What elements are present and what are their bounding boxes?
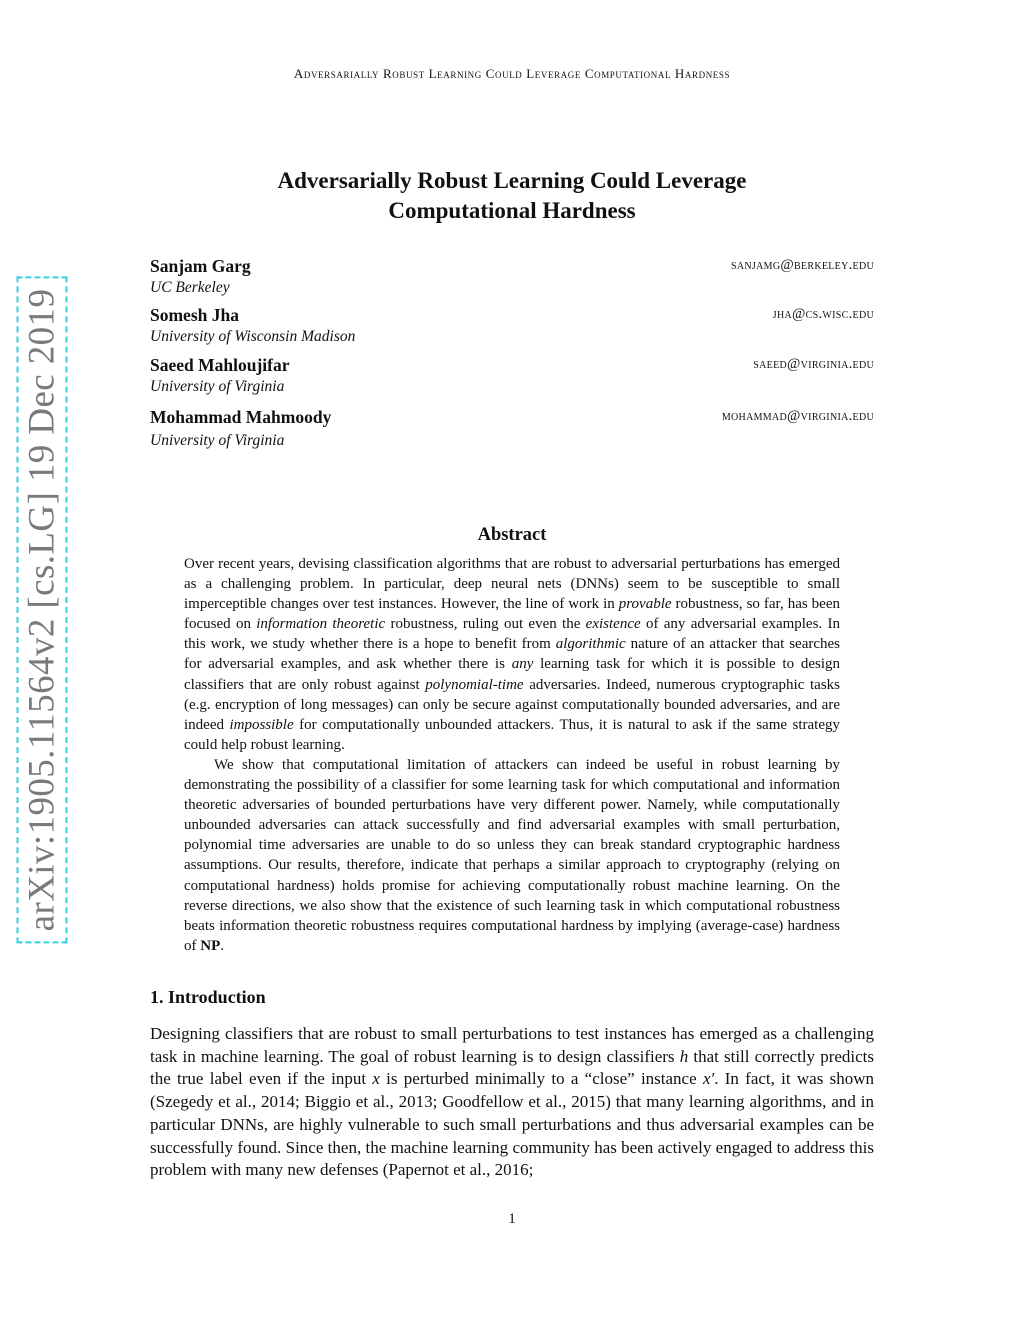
author-1 [150, 255, 874, 298]
abstract-paragraph-2: We show that computational limitation of attackers can indeed be useful in robust learning by demonstrating the possibility of a classifier for some learning task for which computational and information theoretic adversaries of bounded perturbations have very different power. Namely, while computationally unbounded adversaries can attack successfully and find adversarial examples with small perturbation, polynomial time adversaries are unable to do so unless they can break standard cryptographic hardness assumptions. Our results, therefore, indicate that perhaps a similar approach to cryptography (relying on computational hardness) holds promise for achieving computationally robust machine learning. On the reverse directions, we also show that the existence of such learning task in which computational robustness beats information theoretic robustness requires computational hardness by implying (average-case) hardness of NP. [184, 757, 840, 954]
author-4 [150, 406, 874, 451]
author-name: Sanjam Garg [150, 256, 251, 276]
author-name: Mohammad Mahmoody [150, 407, 332, 427]
abstract-paragraph-1: Over recent years, devising classification algorithms that are robust to adversarial perturbations has emerged as a challenging problem. In particular, deep neural nets (DNNs) seem to be susceptible to small imperceptible changes over test instances. However, the line of work in provable robustness, so far, has been focused on information theoretic robustness, ruling out even the existence of any adversarial examples. In this work, we study whether there is a hope to benefit from algorithmic nature of an attacker that searches for adversarial examples, and ask whether there is any learning task for which it is possible to design classifiers that are only robust against polynomial-time adversaries. Indeed, numerous cryptographic tasks (e.g. encryption of long messages) can only be secure against computationally bounded adversaries, and are indeed impossible for computationally unbounded attackers. Thus, it is natural to ask if the same strategy could help robust learning. [184, 556, 841, 753]
author-name: Saeed Mahloujifar [150, 355, 290, 375]
author-3 [150, 354, 874, 397]
title-line-2: Computational Hardness [388, 198, 636, 223]
introduction-paragraph: Designing classifiers that are robust to small perturbations to test instances has emerged as a challenging task in machine learning. The goal of robust learning is to design classifiers h that still correctly predicts the true label even if the input x is perturbed minimally to a “close” instance x′. In fact, it was shown (Szegedy et al., 2014; Biggio et al., 2013; Goodfellow et al., 2015) that many learning algorithms, and in particular DNNs, are highly vulnerable to such small perturbations and thus adversarial examples can be successfully found. Since then, the machine learning community has been actively engaged to address this problem with many new defenses (Papernot et al., 2016; [150, 1024, 875, 1180]
section-heading-introduction: 1. Introduction [150, 987, 266, 1007]
page-number: 1 [508, 1211, 516, 1227]
author-name: Somesh Jha [150, 305, 239, 325]
author-affiliation: UC Berkeley [150, 279, 230, 296]
paper-title [150, 166, 874, 226]
author-email[interactable]: sanjamg@berkeley.edu [731, 257, 874, 273]
author-affiliation: University of Virginia [150, 378, 285, 395]
title-line-1: Adversarially Robust Learning Could Leverage [277, 168, 747, 193]
running-head: Adversarially Robust Learning Could Leverage Computational Hardness [293, 66, 731, 81]
author-email[interactable]: mohammad@virginia.edu [721, 408, 874, 424]
author-affiliation: University of Wisconsin Madison [150, 328, 356, 345]
author-affiliation: University of Virginia [150, 432, 285, 449]
np-symbol: NP [200, 937, 221, 954]
author-email[interactable]: saeed@virginia.edu [753, 356, 874, 372]
author-2 [150, 304, 874, 347]
author-email[interactable]: jha@cs.wisc.edu [772, 306, 874, 322]
arxiv-stamp[interactable]: arXiv:1905.11564v2 [cs.LG] 19 Dec 2019 [17, 277, 68, 944]
abstract-heading: Abstract [477, 525, 547, 545]
